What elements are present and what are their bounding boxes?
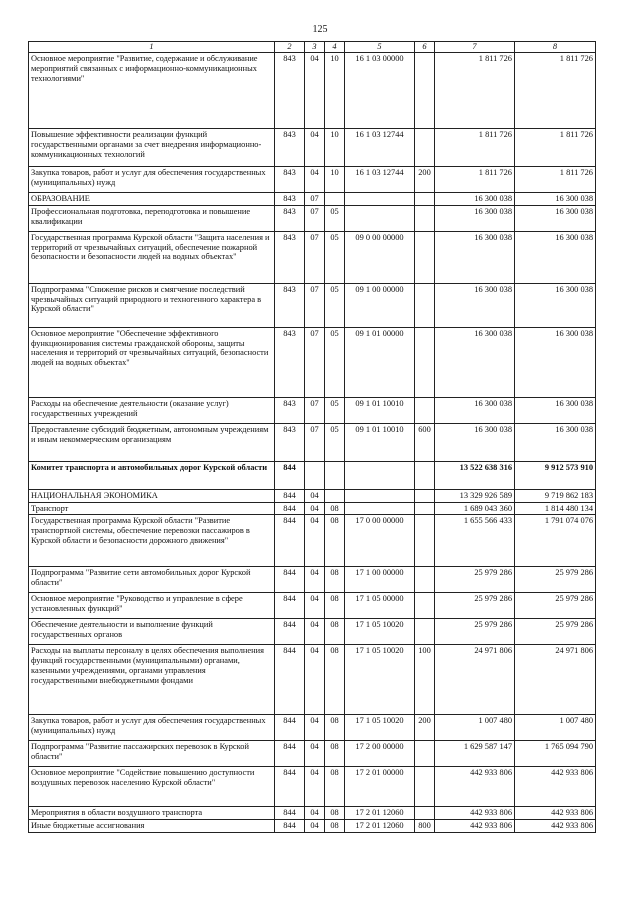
row-amount-year-2: 16 300 038 <box>515 327 596 397</box>
table-row <box>29 502 596 515</box>
table-row <box>29 129 596 167</box>
row-subsection: 08 <box>325 619 345 645</box>
row-section: 04 <box>305 807 325 820</box>
row-amount-year-1: 13 522 638 316 <box>435 461 515 489</box>
row-name: Подпрограмма "Развитие пассажирских перевозок в Курской области" <box>29 741 275 767</box>
table-row <box>29 461 596 489</box>
row-name: НАЦИОНАЛЬНАЯ ЭКОНОМИКА <box>29 489 275 502</box>
row-expense-type <box>415 593 435 619</box>
row-target-article <box>345 205 415 231</box>
row-subsection: 10 <box>325 53 345 129</box>
row-admin-code: 843 <box>275 53 305 129</box>
row-admin-code: 844 <box>275 807 305 820</box>
row-target-article: 16 1 03 12744 <box>345 167 415 193</box>
table-row <box>29 515 596 567</box>
table-row <box>29 489 596 502</box>
row-amount-year-2: 16 300 038 <box>515 231 596 283</box>
row-name: Профессиональная подготовка, переподготовка и повышение квалификации <box>29 205 275 231</box>
row-target-article: 17 0 00 00000 <box>345 515 415 567</box>
row-target-article: 17 2 00 00000 <box>345 741 415 767</box>
row-section: 04 <box>305 619 325 645</box>
row-admin-code: 844 <box>275 461 305 489</box>
row-amount-year-1: 13 329 926 589 <box>435 489 515 502</box>
row-expense-type <box>415 53 435 129</box>
row-amount-year-2: 442 933 806 <box>515 807 596 820</box>
row-section: 04 <box>305 820 325 833</box>
row-target-article: 17 1 00 00000 <box>345 567 415 593</box>
row-section: 07 <box>305 327 325 397</box>
row-admin-code: 844 <box>275 820 305 833</box>
row-name: ОБРАЗОВАНИЕ <box>29 193 275 206</box>
row-admin-code: 844 <box>275 515 305 567</box>
row-amount-year-2: 16 300 038 <box>515 397 596 423</box>
row-subsection: 08 <box>325 515 345 567</box>
row-expense-type <box>415 461 435 489</box>
budget-table <box>28 41 596 833</box>
row-amount-year-1: 25 979 286 <box>435 593 515 619</box>
row-subsection: 08 <box>325 593 345 619</box>
row-subsection: 05 <box>325 205 345 231</box>
table-row <box>29 820 596 833</box>
row-name: Подпрограмма "Развитие сети автомобильных дорог Курской области" <box>29 567 275 593</box>
row-subsection: 05 <box>325 397 345 423</box>
row-admin-code: 844 <box>275 715 305 741</box>
row-amount-year-1: 16 300 038 <box>435 205 515 231</box>
row-section: 04 <box>305 741 325 767</box>
row-admin-code: 843 <box>275 193 305 206</box>
row-expense-type <box>415 489 435 502</box>
row-amount-year-2: 9 912 573 910 <box>515 461 596 489</box>
row-expense-type: 200 <box>415 167 435 193</box>
row-target-article: 17 1 05 10020 <box>345 715 415 741</box>
row-admin-code: 843 <box>275 129 305 167</box>
row-subsection: 05 <box>325 283 345 327</box>
row-name: Основное мероприятие "Содействие повышению доступности воздушных перевозок населению Курской области" <box>29 767 275 807</box>
row-expense-type <box>415 397 435 423</box>
row-subsection: 08 <box>325 741 345 767</box>
row-expense-type <box>415 567 435 593</box>
row-subsection: 05 <box>325 423 345 461</box>
table-row <box>29 567 596 593</box>
row-section: 07 <box>305 283 325 327</box>
row-expense-type <box>415 515 435 567</box>
header-col-3: 3 <box>305 42 325 53</box>
row-expense-type <box>415 231 435 283</box>
row-section: 04 <box>305 53 325 129</box>
row-amount-year-1: 24 971 806 <box>435 645 515 715</box>
row-section: 07 <box>305 397 325 423</box>
row-amount-year-2: 16 300 038 <box>515 205 596 231</box>
header-col-8: 8 <box>515 42 596 53</box>
row-subsection: 10 <box>325 129 345 167</box>
row-subsection <box>325 461 345 489</box>
row-expense-type <box>415 193 435 206</box>
table-row <box>29 231 596 283</box>
row-target-article: 17 2 01 12060 <box>345 807 415 820</box>
row-subsection: 08 <box>325 502 345 515</box>
row-amount-year-1: 16 300 038 <box>435 193 515 206</box>
row-amount-year-2: 16 300 038 <box>515 423 596 461</box>
row-amount-year-2: 24 971 806 <box>515 645 596 715</box>
row-amount-year-1: 1 811 726 <box>435 53 515 129</box>
row-name: Основное мероприятие "Руководство и управление в сфере установленных функций" <box>29 593 275 619</box>
row-target-article <box>345 502 415 515</box>
row-subsection <box>325 489 345 502</box>
row-admin-code: 844 <box>275 489 305 502</box>
row-section: 07 <box>305 193 325 206</box>
row-admin-code: 844 <box>275 502 305 515</box>
row-amount-year-1: 16 300 038 <box>435 231 515 283</box>
row-section: 04 <box>305 129 325 167</box>
row-admin-code: 844 <box>275 767 305 807</box>
row-amount-year-2: 1 814 480 134 <box>515 502 596 515</box>
row-section: 04 <box>305 767 325 807</box>
row-section: 04 <box>305 567 325 593</box>
row-amount-year-1: 16 300 038 <box>435 327 515 397</box>
row-amount-year-2: 1 765 094 790 <box>515 741 596 767</box>
table-row <box>29 741 596 767</box>
row-section: 04 <box>305 593 325 619</box>
row-target-article: 16 1 03 00000 <box>345 53 415 129</box>
row-amount-year-1: 1 811 726 <box>435 167 515 193</box>
row-admin-code: 843 <box>275 283 305 327</box>
row-amount-year-2: 16 300 038 <box>515 193 596 206</box>
row-expense-type <box>415 129 435 167</box>
table-row <box>29 283 596 327</box>
table-row <box>29 807 596 820</box>
row-expense-type: 800 <box>415 820 435 833</box>
row-name: Государственная программа Курской области "Развитие транспортной системы, обеспечение перевозки пассажиров в Курской области и безопасности дорожного движения" <box>29 515 275 567</box>
row-section: 04 <box>305 489 325 502</box>
row-target-article: 17 1 05 10020 <box>345 645 415 715</box>
table-row <box>29 193 596 206</box>
row-amount-year-1: 1 655 566 433 <box>435 515 515 567</box>
row-name: Транспорт <box>29 502 275 515</box>
row-section: 07 <box>305 205 325 231</box>
row-expense-type <box>415 502 435 515</box>
row-subsection: 08 <box>325 715 345 741</box>
row-name: Предоставление субсидий бюджетным, автономным учреждениям и иным некоммерческим организациям <box>29 423 275 461</box>
row-section: 07 <box>305 423 325 461</box>
row-target-article: 17 2 01 12060 <box>345 820 415 833</box>
row-admin-code: 843 <box>275 423 305 461</box>
table-row <box>29 715 596 741</box>
row-amount-year-1: 1 689 043 360 <box>435 502 515 515</box>
row-amount-year-2: 1 811 726 <box>515 129 596 167</box>
row-admin-code: 843 <box>275 327 305 397</box>
table-row <box>29 767 596 807</box>
header-col-6: 6 <box>415 42 435 53</box>
row-name: Иные бюджетные ассигнования <box>29 820 275 833</box>
header-col-7: 7 <box>435 42 515 53</box>
table-row <box>29 593 596 619</box>
table-row <box>29 397 596 423</box>
row-expense-type: 600 <box>415 423 435 461</box>
row-expense-type <box>415 327 435 397</box>
row-subsection: 05 <box>325 231 345 283</box>
row-admin-code: 843 <box>275 205 305 231</box>
row-target-article <box>345 489 415 502</box>
row-name: Расходы на обеспечение деятельности (оказание услуг) государственных учреждений <box>29 397 275 423</box>
row-amount-year-1: 1 811 726 <box>435 129 515 167</box>
row-amount-year-1: 16 300 038 <box>435 283 515 327</box>
row-expense-type <box>415 619 435 645</box>
table-row <box>29 645 596 715</box>
row-name: Подпрограмма "Снижение рисков и смягчение последствий чрезвычайных ситуаций природного и техногенного характера в Курской области" <box>29 283 275 327</box>
row-admin-code: 843 <box>275 397 305 423</box>
row-amount-year-1: 16 300 038 <box>435 423 515 461</box>
row-subsection: 08 <box>325 820 345 833</box>
row-subsection: 08 <box>325 567 345 593</box>
page-number: 125 <box>312 24 328 35</box>
row-expense-type <box>415 807 435 820</box>
row-target-article: 09 1 00 00000 <box>345 283 415 327</box>
row-target-article: 17 1 05 10020 <box>345 619 415 645</box>
row-expense-type: 200 <box>415 715 435 741</box>
row-name: Закупка товаров, работ и услуг для обеспечения государственных (муниципальных) нужд <box>29 715 275 741</box>
row-amount-year-2: 25 979 286 <box>515 567 596 593</box>
row-admin-code: 844 <box>275 593 305 619</box>
row-section: 04 <box>305 502 325 515</box>
row-section: 07 <box>305 231 325 283</box>
row-target-article: 09 0 00 00000 <box>345 231 415 283</box>
header-col-5: 5 <box>345 42 415 53</box>
row-expense-type: 100 <box>415 645 435 715</box>
table-body <box>29 53 596 833</box>
row-amount-year-2: 442 933 806 <box>515 767 596 807</box>
row-target-article: 09 1 01 10010 <box>345 397 415 423</box>
row-expense-type <box>415 741 435 767</box>
row-name: Обеспечение деятельности и выполнение функций государственных органов <box>29 619 275 645</box>
header-col-4: 4 <box>325 42 345 53</box>
row-target-article <box>345 461 415 489</box>
row-admin-code: 843 <box>275 167 305 193</box>
row-amount-year-1: 442 933 806 <box>435 820 515 833</box>
row-amount-year-1: 1 007 480 <box>435 715 515 741</box>
row-subsection: 08 <box>325 645 345 715</box>
row-amount-year-2: 9 719 862 183 <box>515 489 596 502</box>
row-amount-year-2: 1 811 726 <box>515 167 596 193</box>
table-header-row <box>29 42 596 53</box>
row-target-article: 09 1 01 00000 <box>345 327 415 397</box>
row-subsection: 05 <box>325 327 345 397</box>
row-subsection: 08 <box>325 807 345 820</box>
row-target-article: 09 1 01 10010 <box>345 423 415 461</box>
table-row <box>29 167 596 193</box>
row-name: Расходы на выплаты персоналу в целях обеспечения выполнения функций государственными (муниципальными) органами, казенными учреждениями, органами управления государственными внебюджетными фондами <box>29 645 275 715</box>
row-name: Мероприятия в области воздушного транспорта <box>29 807 275 820</box>
row-section <box>305 461 325 489</box>
row-section: 04 <box>305 167 325 193</box>
row-expense-type <box>415 767 435 807</box>
row-target-article <box>345 193 415 206</box>
header-col-1: 1 <box>29 42 275 53</box>
row-name: Государственная программа Курской области "Защита населения и территорий от чрезвычайных ситуаций, обеспечение пожарной безопасности и безопасности людей на водных объектах" <box>29 231 275 283</box>
table-row <box>29 53 596 129</box>
row-amount-year-2: 25 979 286 <box>515 593 596 619</box>
row-expense-type <box>415 205 435 231</box>
header-col-2: 2 <box>275 42 305 53</box>
row-admin-code: 844 <box>275 567 305 593</box>
row-amount-year-1: 25 979 286 <box>435 567 515 593</box>
row-amount-year-2: 25 979 286 <box>515 619 596 645</box>
row-subsection: 08 <box>325 767 345 807</box>
row-admin-code: 843 <box>275 231 305 283</box>
row-target-article: 17 2 01 00000 <box>345 767 415 807</box>
row-subsection: 10 <box>325 167 345 193</box>
table-row <box>29 327 596 397</box>
row-admin-code: 844 <box>275 741 305 767</box>
row-section: 04 <box>305 515 325 567</box>
row-amount-year-1: 16 300 038 <box>435 397 515 423</box>
row-amount-year-1: 25 979 286 <box>435 619 515 645</box>
row-amount-year-2: 16 300 038 <box>515 283 596 327</box>
row-target-article: 17 1 05 00000 <box>345 593 415 619</box>
row-amount-year-2: 1 811 726 <box>515 53 596 129</box>
row-name: Повышение эффективности реализации функций государственными органами за счет внедрения информационно-коммуникационных технологий <box>29 129 275 167</box>
row-subsection <box>325 193 345 206</box>
row-amount-year-2: 1 791 074 076 <box>515 515 596 567</box>
row-name: Основное мероприятие "Обеспечение эффективного функционирования системы гражданской обороны, защиты населения и территорий от чрезвычайных ситуаций, безопасности людей на водных объектах" <box>29 327 275 397</box>
table-row <box>29 205 596 231</box>
row-expense-type <box>415 283 435 327</box>
row-section: 04 <box>305 645 325 715</box>
row-section: 04 <box>305 715 325 741</box>
row-amount-year-1: 1 629 587 147 <box>435 741 515 767</box>
row-admin-code: 844 <box>275 619 305 645</box>
row-name: Основное мероприятие "Развитие, содержание и обслуживание мероприятий связанных с информационно-коммуникационных технологиями" <box>29 53 275 129</box>
table-row <box>29 619 596 645</box>
row-admin-code: 844 <box>275 645 305 715</box>
row-name: Комитет транспорта и автомобильных дорог Курской области <box>29 461 275 489</box>
row-amount-year-2: 442 933 806 <box>515 820 596 833</box>
row-amount-year-1: 442 933 806 <box>435 807 515 820</box>
table-row <box>29 423 596 461</box>
row-target-article: 16 1 03 12744 <box>345 129 415 167</box>
row-amount-year-2: 1 007 480 <box>515 715 596 741</box>
row-amount-year-1: 442 933 806 <box>435 767 515 807</box>
row-name: Закупка товаров, работ и услуг для обеспечения государственных (муниципальных) нужд <box>29 167 275 193</box>
